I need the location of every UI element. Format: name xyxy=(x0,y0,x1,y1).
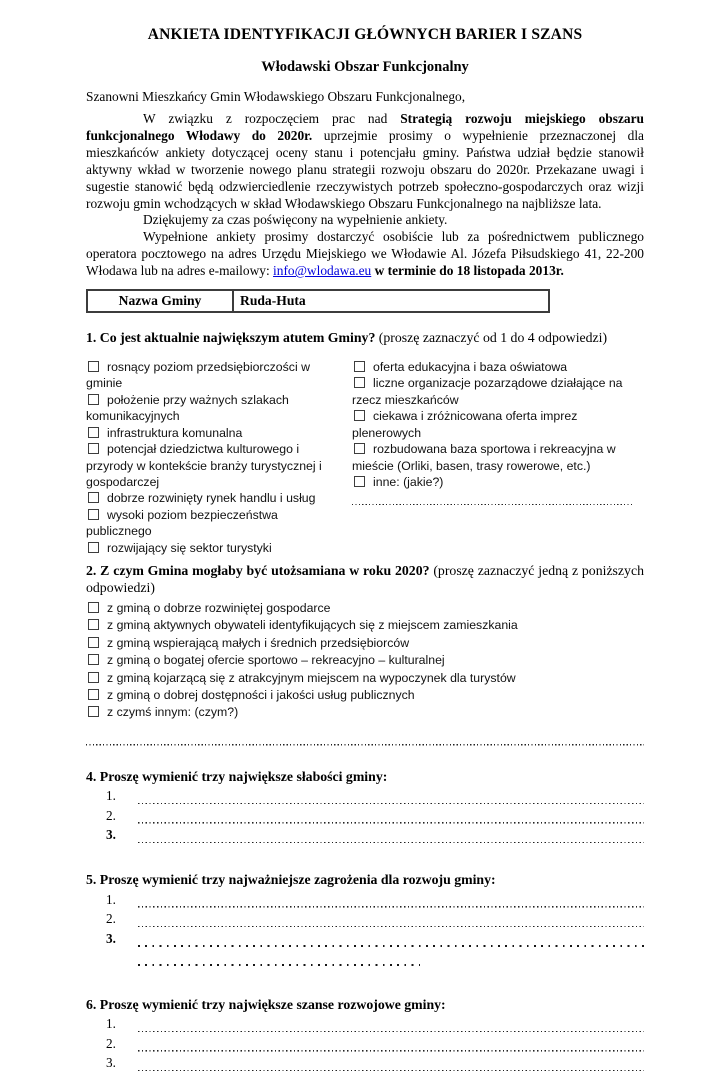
checkbox-option[interactable] xyxy=(86,359,338,392)
intro-paragraph-1 xyxy=(86,111,644,212)
intro-paragraph-3 xyxy=(86,229,644,280)
answer-line xyxy=(138,934,644,947)
checkbox-icon[interactable] xyxy=(88,706,99,717)
question-1-title: 1. Co jest aktualnie największym atutem Gminy? xyxy=(86,330,376,346)
checkbox-option[interactable] xyxy=(86,652,644,669)
checkbox-option[interactable] xyxy=(86,392,338,425)
delivery-instructions: Wypełnione ankiety prosimy dostarczyć osobiście lub za pośrednictwem publicznego operatora pocztowego na adres Urzędu Miejskiego we Włodawie Al. Józefa Piłsudskiego 41, 22-200 Włodawa lub na adres e-mailowy: xyxy=(86,229,644,279)
checkbox-option[interactable] xyxy=(352,408,644,441)
option-label: rozwijający się sektor turystyki xyxy=(107,540,272,555)
answer-row xyxy=(106,808,644,824)
answer-line xyxy=(138,830,644,843)
option-label: z gminą wspierającą małych i średnich przedsiębiorców xyxy=(107,635,410,650)
checkbox-option[interactable] xyxy=(352,441,644,474)
intro-paragraph-2 xyxy=(86,212,644,229)
checkbox-icon[interactable] xyxy=(88,602,99,613)
checkbox-icon[interactable] xyxy=(88,394,99,405)
answer-number: 2. xyxy=(106,1035,116,1051)
greeting-line: Szanowni Mieszkańcy Gmin Włodawskiego Obszaru Funkcjonalnego, xyxy=(86,89,466,104)
checkbox-icon[interactable] xyxy=(354,361,365,372)
gmina-name-table xyxy=(86,289,550,313)
option-label: z gminą o dobrej dostępności i jakości usług publicznych xyxy=(107,687,415,702)
question-4-heading xyxy=(86,768,644,785)
document-subtitle: Włodawski Obszar Funkcjonalny xyxy=(261,59,469,75)
checkbox-icon[interactable] xyxy=(354,443,365,454)
question-6-block xyxy=(86,996,644,1071)
answer-number: 3. xyxy=(106,930,116,946)
checkbox-option[interactable] xyxy=(86,507,338,540)
checkbox-option[interactable] xyxy=(86,635,644,652)
question-2-hint: (proszę zaznaczyć jedną z poniższych odpowiedzi) xyxy=(86,562,644,595)
answer-line xyxy=(138,1039,644,1052)
question-5-block xyxy=(86,871,644,966)
option-label: położenie przy ważnych szlakach komunikacyjnych xyxy=(86,392,289,424)
document-title: ANKIETA IDENTYFIKACJI GŁÓWNYCH BARIER I SZANS xyxy=(147,26,583,43)
checkbox-icon[interactable] xyxy=(88,443,99,454)
checkbox-option[interactable] xyxy=(86,441,338,490)
answer-row xyxy=(106,827,644,843)
intro-p1-rest: uprzejmie prosimy o wypełnienie przeznaczonej dla mieszkańców ankiety dotyczącej oceny stanu i potencjału gminy. Państwa udział będzie stanowił aktywny wkład w tworzenie nowego planu strategii rozwoju obszaru do 2020r. Przekazane uwagi i sugestie stanowić będą odzwierciedlenie rzeczywistych potrzeb społeczno-gospodarczych oraz wizji rozwoju gmin wchodzących w skład Włodawskiego Obszaru Funkcjonalnego na najbliższe lata. xyxy=(86,127,644,211)
answer-row xyxy=(106,892,644,908)
question-5-title: 5. Proszę wymienić trzy najważniejsze zagrożenia dla rozwoju gminy: xyxy=(86,872,496,888)
other-answer-line-full xyxy=(86,734,644,746)
option-label: z gminą aktywnych obywateli identyfikujących się z miejscem zamieszkania xyxy=(107,618,518,633)
answer-number: 2. xyxy=(106,807,116,823)
answer-row xyxy=(106,788,644,804)
option-label: infrastruktura komunalna xyxy=(107,425,243,440)
gmina-value-cell: Ruda-Huta xyxy=(233,290,549,312)
answer-row xyxy=(106,1016,644,1032)
checkbox-option[interactable] xyxy=(86,687,644,704)
table-row xyxy=(87,290,549,312)
question-1-heading xyxy=(86,329,644,346)
answer-line xyxy=(138,953,420,966)
checkbox-option[interactable] xyxy=(86,490,338,506)
question-4-title: 4. Proszę wymienić trzy największe słabości gminy: xyxy=(86,768,388,784)
option-label: z gminą o bogatej ofercie sportowo – rekreacyjno – kulturalnej xyxy=(107,653,445,668)
question-1-options xyxy=(86,359,644,556)
answer-line xyxy=(138,1019,644,1032)
answer-line xyxy=(138,811,644,824)
option-label: ciekawa i zróżnicowana oferta imprez plenerowych xyxy=(352,409,578,440)
answer-row xyxy=(106,911,644,927)
intro-p1-start: W związku z rozpoczęciem prac nad xyxy=(143,111,401,126)
checkbox-icon[interactable] xyxy=(354,377,365,388)
option-label: potencjał dziedzictwa kulturowego i przyrody w kontekście branży turystycznej i gospodarczej xyxy=(86,442,322,489)
checkbox-option[interactable] xyxy=(86,540,338,556)
answer-number: 2. xyxy=(106,911,116,927)
question-2-heading xyxy=(86,562,644,596)
deadline-text: w terminie do 18 listopada 2013r. xyxy=(371,263,564,279)
answer-row xyxy=(106,1055,644,1071)
option-label: liczne organizacje pozarządowe działające na rzecz mieszkańców xyxy=(352,376,623,407)
question-6-heading xyxy=(86,996,644,1013)
answer-number: 1. xyxy=(106,1016,116,1032)
question-6-title: 6. Proszę wymienić trzy największe szanse rozwojowe gminy: xyxy=(86,996,446,1012)
answer-line xyxy=(138,1058,644,1071)
checkbox-icon[interactable] xyxy=(88,542,99,553)
checkbox-icon[interactable] xyxy=(88,509,99,520)
question-1-left-column xyxy=(86,359,338,556)
answer-line xyxy=(138,914,644,927)
thanks-line: Dziękujemy za czas poświęcony na wypełnienie ankiety. xyxy=(143,212,448,228)
checkbox-option[interactable] xyxy=(86,617,644,634)
answer-number: 3. xyxy=(106,827,116,843)
option-label: inne: (jakie?) xyxy=(373,474,444,489)
checkbox-icon[interactable] xyxy=(88,637,99,648)
question-2-options xyxy=(86,600,644,722)
checkbox-option[interactable] xyxy=(86,704,644,721)
checkbox-option[interactable] xyxy=(352,375,644,408)
checkbox-icon[interactable] xyxy=(88,427,99,438)
gmina-label-cell: Nazwa Gminy xyxy=(87,290,233,312)
option-label: dobrze rozwinięty rynek handlu i usług xyxy=(107,491,316,506)
other-answer-line xyxy=(352,493,632,505)
option-label: z gminą o dobrze rozwiniętej gospodarce xyxy=(107,600,331,615)
answer-row xyxy=(106,1036,644,1052)
option-label: z czymś innym: (czym?) xyxy=(107,705,239,720)
checkbox-icon[interactable] xyxy=(88,619,99,630)
question-1-hint: (proszę zaznaczyć od 1 do 4 odpowiedzi) xyxy=(375,330,608,346)
answer-number: 1. xyxy=(106,788,116,804)
answer-line xyxy=(138,895,644,908)
checkbox-icon[interactable] xyxy=(88,361,99,372)
checkbox-icon[interactable] xyxy=(88,654,99,665)
question-5-heading xyxy=(86,871,644,888)
answer-row-continuation xyxy=(138,953,644,966)
option-label: rozbudowana baza sportowa i rekreacyjna w mieście (Orliki, basen, trasy rowerowe, etc.) xyxy=(352,442,616,473)
answer-number: 3. xyxy=(106,1055,116,1071)
checkbox-icon[interactable] xyxy=(354,410,365,421)
answer-number: 1. xyxy=(106,891,116,907)
checkbox-option[interactable] xyxy=(86,600,644,617)
checkbox-icon[interactable] xyxy=(88,492,99,503)
checkbox-icon[interactable] xyxy=(88,672,99,683)
option-label: z gminą kojarzącą się z atrakcyjnym miejscem na wypoczynek dla turystów xyxy=(107,670,516,685)
question-2-title: 2. Z czym Gmina mogłaby być utożsamiana w roku 2020? xyxy=(86,562,430,578)
answer-line xyxy=(138,791,644,804)
checkbox-option[interactable] xyxy=(352,474,644,490)
question-1-right-column xyxy=(352,359,644,556)
answer-row xyxy=(106,931,644,947)
option-label: rosnący poziom przedsiębiorczości w gminie xyxy=(86,360,310,391)
checkbox-icon[interactable] xyxy=(354,476,365,487)
checkbox-option[interactable] xyxy=(86,425,338,441)
checkbox-option[interactable] xyxy=(86,670,644,687)
checkbox-option[interactable] xyxy=(352,359,644,375)
option-label: oferta edukacyjna i baza oświatowa xyxy=(373,360,568,375)
option-label: wysoki poziom bezpieczeństwa publicznego xyxy=(86,507,278,539)
checkbox-icon[interactable] xyxy=(88,689,99,700)
intro-p1-bold: Strategią rozwoju miejskiego obszaru funkcjonalnego Włodawy do 2020r. xyxy=(86,111,644,143)
question-4-block xyxy=(86,768,644,844)
email-link[interactable]: info@wlodawa.eu xyxy=(273,263,372,279)
